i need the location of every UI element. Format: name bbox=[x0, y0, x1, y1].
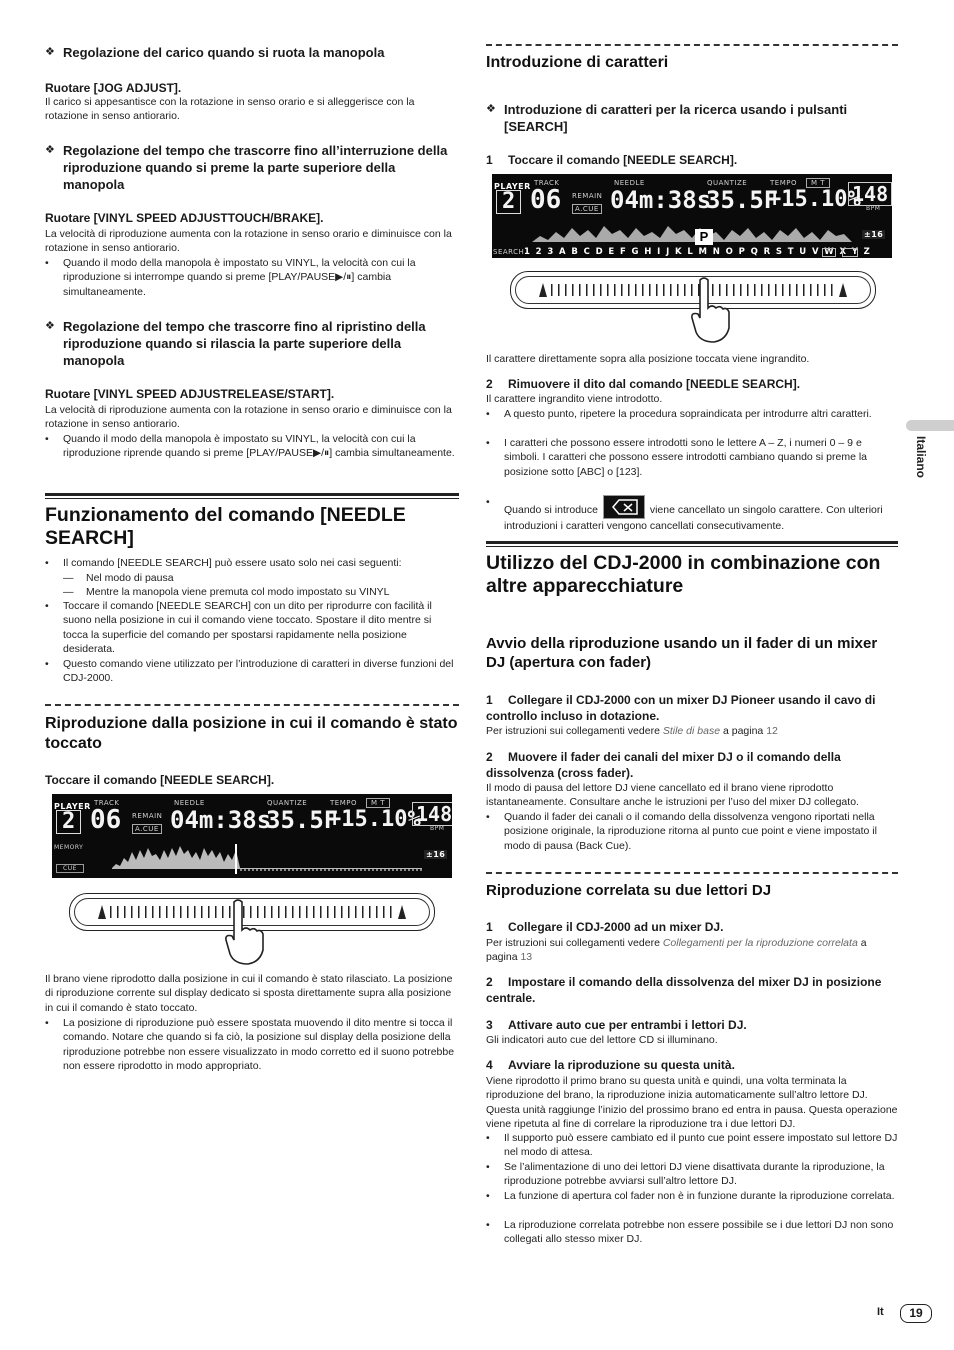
subsection-jog-adjust: ❖ Regolazione del carico quando si ruota la manopola bbox=[45, 45, 385, 60]
link-stile-di-base[interactable]: Stile di base bbox=[662, 725, 721, 737]
bullet-icon: • bbox=[45, 257, 49, 269]
lcd-display-search bbox=[492, 174, 892, 258]
bullet-icon: • bbox=[486, 811, 490, 823]
bullet-icon: • bbox=[45, 557, 49, 569]
range-badge: ±16 bbox=[864, 230, 884, 239]
text-riproduzione: Il brano viene riprodotto dalla posizione in cui il comando è stato rilasciato. La posizione di riproduzione corrente sul display dedicato si sposta direttamente supra alla posizione in cui il comando è stato toccato. bbox=[45, 973, 453, 1014]
acue-badge: A.CUE bbox=[132, 824, 162, 834]
tempo-label: TEMPO bbox=[330, 799, 357, 807]
heading-utilizzo: Utilizzo del CDJ-2000 in combinazione con altre apparecchiature bbox=[486, 552, 881, 597]
triangle-right-icon bbox=[839, 283, 847, 297]
bullet-icon: • bbox=[486, 408, 490, 420]
bullet-icon: • bbox=[45, 1017, 49, 1029]
bullet-riproduzione: • La posizione di riproduzione può essere spostata muovendo il dito mentre si tocca il comando. Notare che quando si fa ciò, la posizione sul display della posizione della riproduzione potrebbe non essere visualizzato in modo corretto ed il suono potrebbe non essere riprodotto in modo appropriato. bbox=[45, 1017, 455, 1072]
label-jog-adjust: Ruotare [JOG ADJUST]. bbox=[45, 81, 182, 95]
bullet-icon: • bbox=[45, 600, 49, 612]
lcd-display bbox=[52, 794, 452, 878]
bpm-unit: BPM bbox=[866, 205, 881, 212]
bullet-needle-touch: • Toccare il comando [NEEDLE SEARCH] con un dito per riprodurre con facilità il suono nella posizione in cui il comando viene toccato. Spostare il dito mentre si tocca la superficie del comando per spostarsi rapidamente nella posizione desiderata. bbox=[45, 600, 432, 655]
bullet-release-start: • Quando il modo della manopola è impostato su VINYL, la velocità con cui la riproduzione riprende quando si preme [PLAY/PAUSE▶/⏸] cambia simultaneamente. bbox=[45, 433, 455, 460]
step-c3: 3 Attivare auto cue per entrambi i lettori DJ. bbox=[486, 1018, 747, 1032]
section-dashed-rule bbox=[45, 704, 459, 706]
tempo-label: TEMPO bbox=[770, 179, 797, 187]
char-row: 1 2 3 A B C D E F G H I J K L M N O P Q R S T U V W X Y Z bbox=[524, 247, 872, 257]
section-dashed-rule bbox=[486, 872, 898, 874]
step-a1: 1 Collegare il CDJ-2000 con un mixer DJ Pioneer usando il cavo di controllo incluso in dotazione. bbox=[486, 693, 876, 723]
caption-enlarged: Il carattere direttamente sopra alla posizione toccata viene ingrandito. bbox=[486, 353, 810, 365]
track-label: TRACK bbox=[94, 799, 120, 807]
bullet-c1: • Il supporto può essere cambiato ed il punto cue point essere impostato sul lettore DJ nel modo di attesa. bbox=[486, 1132, 898, 1159]
bpm-unit: BPM bbox=[430, 825, 445, 832]
bullet-needle-chars: • Questo comando viene utilizzato per l’introduzione di caratteri in diverse funzioni del CDJ-2000. bbox=[45, 658, 454, 685]
track-label: TRACK bbox=[534, 179, 560, 187]
label-toccare: Toccare il comando [NEEDLE SEARCH]. bbox=[45, 773, 275, 787]
bullet-icon: • bbox=[486, 496, 490, 508]
track-number: 06 bbox=[90, 805, 122, 835]
section-rule bbox=[45, 493, 459, 496]
time-display: 04m:38s bbox=[170, 806, 272, 834]
mt-badge: M T bbox=[806, 178, 830, 188]
language-label: Italiano bbox=[914, 436, 928, 479]
step-c4: 4 Avviare la riproduzione su questa unità. bbox=[486, 1058, 735, 1072]
bullet-c2: • Se l’alimentazione di uno dei lettori DJ viene disattivata durante la riproduzione, la riproduzione potrebbe avviarsi sull’altro lettore DJ. bbox=[486, 1161, 885, 1188]
needle-label: NEEDLE bbox=[614, 179, 645, 187]
triangle-left-icon bbox=[98, 905, 106, 919]
label-touch-brake: Ruotare [VINYL SPEED ADJUSTTOUCH/BRAKE]. bbox=[45, 211, 324, 225]
subsection-search-buttons: ❖ Introduzione di caratteri per la ricerca usando i pulsanti [SEARCH] bbox=[486, 102, 848, 134]
bullet-chars: • I caratteri che possono essere introdotti sono le lettere A – Z, i numeri 0 – 9 e simboli. I caratteri che possono essere introdotti cambiano quando si preme la posizione sotto [ABC] o [123]. bbox=[486, 437, 868, 478]
waveform-graphic bbox=[112, 838, 422, 876]
hand-pointer-icon bbox=[222, 898, 266, 968]
bullet-icon: • bbox=[45, 658, 49, 670]
track-number: 06 bbox=[530, 185, 562, 215]
section-rule bbox=[486, 541, 898, 544]
section-dashed-rule bbox=[486, 44, 898, 46]
bullet-icon: • bbox=[45, 433, 49, 445]
triangle-left-icon bbox=[539, 283, 547, 297]
text-jog-adjust: Il carico si appesantisce con la rotazione in senso orario e si alleggerisce con la rotazione in senso antiorario. bbox=[45, 96, 415, 123]
text-step-2: Il carattere ingrandito viene introdotto. bbox=[486, 393, 663, 405]
step-1-intro: 1 Toccare il comando [NEEDLE SEARCH]. bbox=[486, 153, 738, 167]
delete-key-icon bbox=[842, 248, 858, 257]
delete-key-icon bbox=[603, 495, 645, 519]
quantize-label: QUANTIZE bbox=[707, 179, 748, 187]
ref-c1: Per istruzioni sui collegamenti vedere Collegamenti per la riproduzione correlata a pagina 13 bbox=[486, 937, 867, 964]
dash-item-pause: — Nel modo di pausa bbox=[63, 572, 174, 584]
underscore-key-icon bbox=[822, 248, 836, 257]
heading-needle-search: Funzionamento del comando [NEEDLE SEARCH] bbox=[45, 504, 406, 549]
step-a2: 2 Muovere il fader dei canali del mixer DJ o il comando della dissolvenza (cross fader). bbox=[486, 750, 841, 780]
needle-label: NEEDLE bbox=[174, 799, 205, 807]
label-release-start: Ruotare [VINYL SPEED ADJUSTRELEASE/START]. bbox=[45, 387, 335, 401]
diamond-icon: ❖ bbox=[45, 46, 55, 58]
heading-riproduzione: Riproduzione dalla posizione in cui il comando è stato toccato bbox=[45, 715, 458, 752]
bullet-needle-usage: • Il comando [NEEDLE SEARCH] può essere usato solo nei casi seguenti: bbox=[45, 557, 402, 569]
subsection-release-start: ❖ Regolazione del tempo che trascorre fino al ripristino della riproduzione quando si rilascia la parte superiore della manopola bbox=[45, 319, 426, 368]
text-a2: Il modo di pausa del lettore DJ viene cancellato ed il brano viene riprodotto istantaneamente. Consultare anche le istruzioni per l’uso del mixer DJ collegato. bbox=[486, 782, 859, 809]
bullet-icon: • bbox=[486, 437, 490, 449]
waveform-graphic bbox=[532, 218, 852, 244]
heading-correlata: Riproduzione correlata su due lettori DJ bbox=[486, 882, 772, 899]
bullet-icon: • bbox=[486, 1219, 490, 1231]
triangle-right-icon bbox=[398, 905, 406, 919]
language-code: It bbox=[877, 1306, 884, 1318]
page-number: 19 bbox=[900, 1304, 932, 1323]
page-link-13[interactable]: 13 bbox=[520, 951, 533, 964]
bullet-c3: • La funzione di apertura col fader non è in funzione durante la riproduzione correlata. bbox=[486, 1190, 895, 1202]
step-2-intro: 2 Rimuovere il dito dal comando [NEEDLE SEARCH]. bbox=[486, 377, 801, 391]
time-display: 04m:38s bbox=[610, 186, 712, 214]
search-label: SEARCH bbox=[493, 248, 525, 256]
cue-label: CUE bbox=[56, 864, 84, 873]
language-tab bbox=[906, 420, 954, 431]
bpm-display: 148 bbox=[848, 182, 892, 206]
page-link-12[interactable]: 12 bbox=[766, 725, 778, 737]
range-badge: ±16 bbox=[426, 850, 446, 859]
ref-a1: Per istruzioni sui collegamenti vedere Stile di base a pagina 12 bbox=[486, 725, 778, 737]
tempo-display: +15.10% bbox=[768, 187, 861, 212]
link-collegamenti-correlata[interactable]: Collegamenti per la riproduzione correlata bbox=[662, 937, 858, 949]
player-number: 2 bbox=[496, 190, 521, 214]
memory-label: MEMORY bbox=[54, 844, 84, 851]
bullet-icon: • bbox=[486, 1161, 490, 1173]
step-c1: 1 Collegare il CDJ-2000 ad un mixer DJ. bbox=[486, 920, 724, 934]
heading-avvio: Avvio della riproduzione usando un il fader di un mixer DJ (apertura con fader) bbox=[486, 635, 878, 671]
acue-badge: A.CUE bbox=[572, 204, 602, 214]
text-touch-brake: La velocità di riproduzione aumenta con la rotazione in senso orario e diminuisce con la rotazione in senso antiorario. bbox=[45, 228, 452, 255]
text-c3: Gli indicatori auto cue del lettore CD si illuminano. bbox=[486, 1034, 718, 1046]
quantize-display: 35.5F bbox=[266, 806, 339, 834]
player-label: PLAYER bbox=[494, 182, 531, 191]
remain-label: REMAIN bbox=[132, 812, 163, 820]
heading-introduzione: Introduzione di caratteri bbox=[486, 54, 669, 71]
tempo-display: +15.10% bbox=[328, 807, 421, 832]
remain-label: REMAIN bbox=[572, 192, 603, 200]
player-label: PLAYER bbox=[54, 802, 91, 811]
diamond-icon: ❖ bbox=[45, 320, 55, 332]
hand-pointer-icon bbox=[688, 276, 732, 346]
bullet-a2: • Quando il fader dei canali o il comando della dissolvenza vengono riportati nella posizione originale, la riproduzione ritorna al punto cue point e viene impostato il modo di pausa (Back Cue). bbox=[486, 811, 877, 852]
mt-badge: M T bbox=[366, 798, 390, 808]
subsection-touch-brake: ❖ Regolazione del tempo che trascorre fino all’interruzione della riproduzione quando si preme la parte superiore della manopola bbox=[45, 143, 448, 192]
diamond-icon: ❖ bbox=[45, 144, 55, 156]
step-c2: 2 Impostare il comando della dissolvenza del mixer DJ in posizione centrale. bbox=[486, 975, 882, 1005]
enlarged-char: P bbox=[695, 229, 713, 245]
text-c4: Viene riprodotto il primo brano su questa unità e quindi, una volta terminata la riproduzione del brano, la riproduzione inizia automaticamente sull’altro lettore DJ. Questa unità raggiunge l’inizio del prossimo brano ed entra in pausa. Questa operazione viene ripetuta al fine di correlare la riproduzione tra i due lettori DJ. bbox=[486, 1075, 898, 1130]
bullet-c4: • La riproduzione correlata potrebbe non essere possibile se i due lettori DJ non sono collegati allo stesso mixer DJ. bbox=[486, 1219, 894, 1246]
bullet-icon: • bbox=[486, 1132, 490, 1144]
text-release-start: La velocità di riproduzione aumenta con la rotazione in senso orario e diminuisce con la rotazione in senso antiorario. bbox=[45, 404, 452, 431]
diamond-icon: ❖ bbox=[486, 103, 496, 115]
bullet-touch-brake: • Quando il modo della manopola è impostato su VINYL, la velocità con cui la riproduzione si interrompe quando si preme [PLAY/PAUSE▶/⏸] cambia simultaneamente. bbox=[45, 257, 416, 298]
bullet-repeat: • A questo punto, ripetere la procedura sopraindicata per introdurre altri caratteri. bbox=[486, 408, 872, 420]
dash-item-vinyl: — Mentre la manopola viene premuta col modo impostato su VINYL bbox=[63, 586, 390, 598]
player-number: 2 bbox=[56, 810, 81, 834]
bpm-display: 148 bbox=[412, 802, 452, 826]
bullet-delete: • Quando si introduce viene cancellato un singolo carattere. Con ulteriori introduzioni i caratteri vengono cancellati consecutivamente. bbox=[486, 496, 883, 532]
bullet-icon: • bbox=[486, 1190, 490, 1202]
quantize-display: 35.5F bbox=[706, 186, 779, 214]
quantize-label: QUANTIZE bbox=[267, 799, 308, 807]
